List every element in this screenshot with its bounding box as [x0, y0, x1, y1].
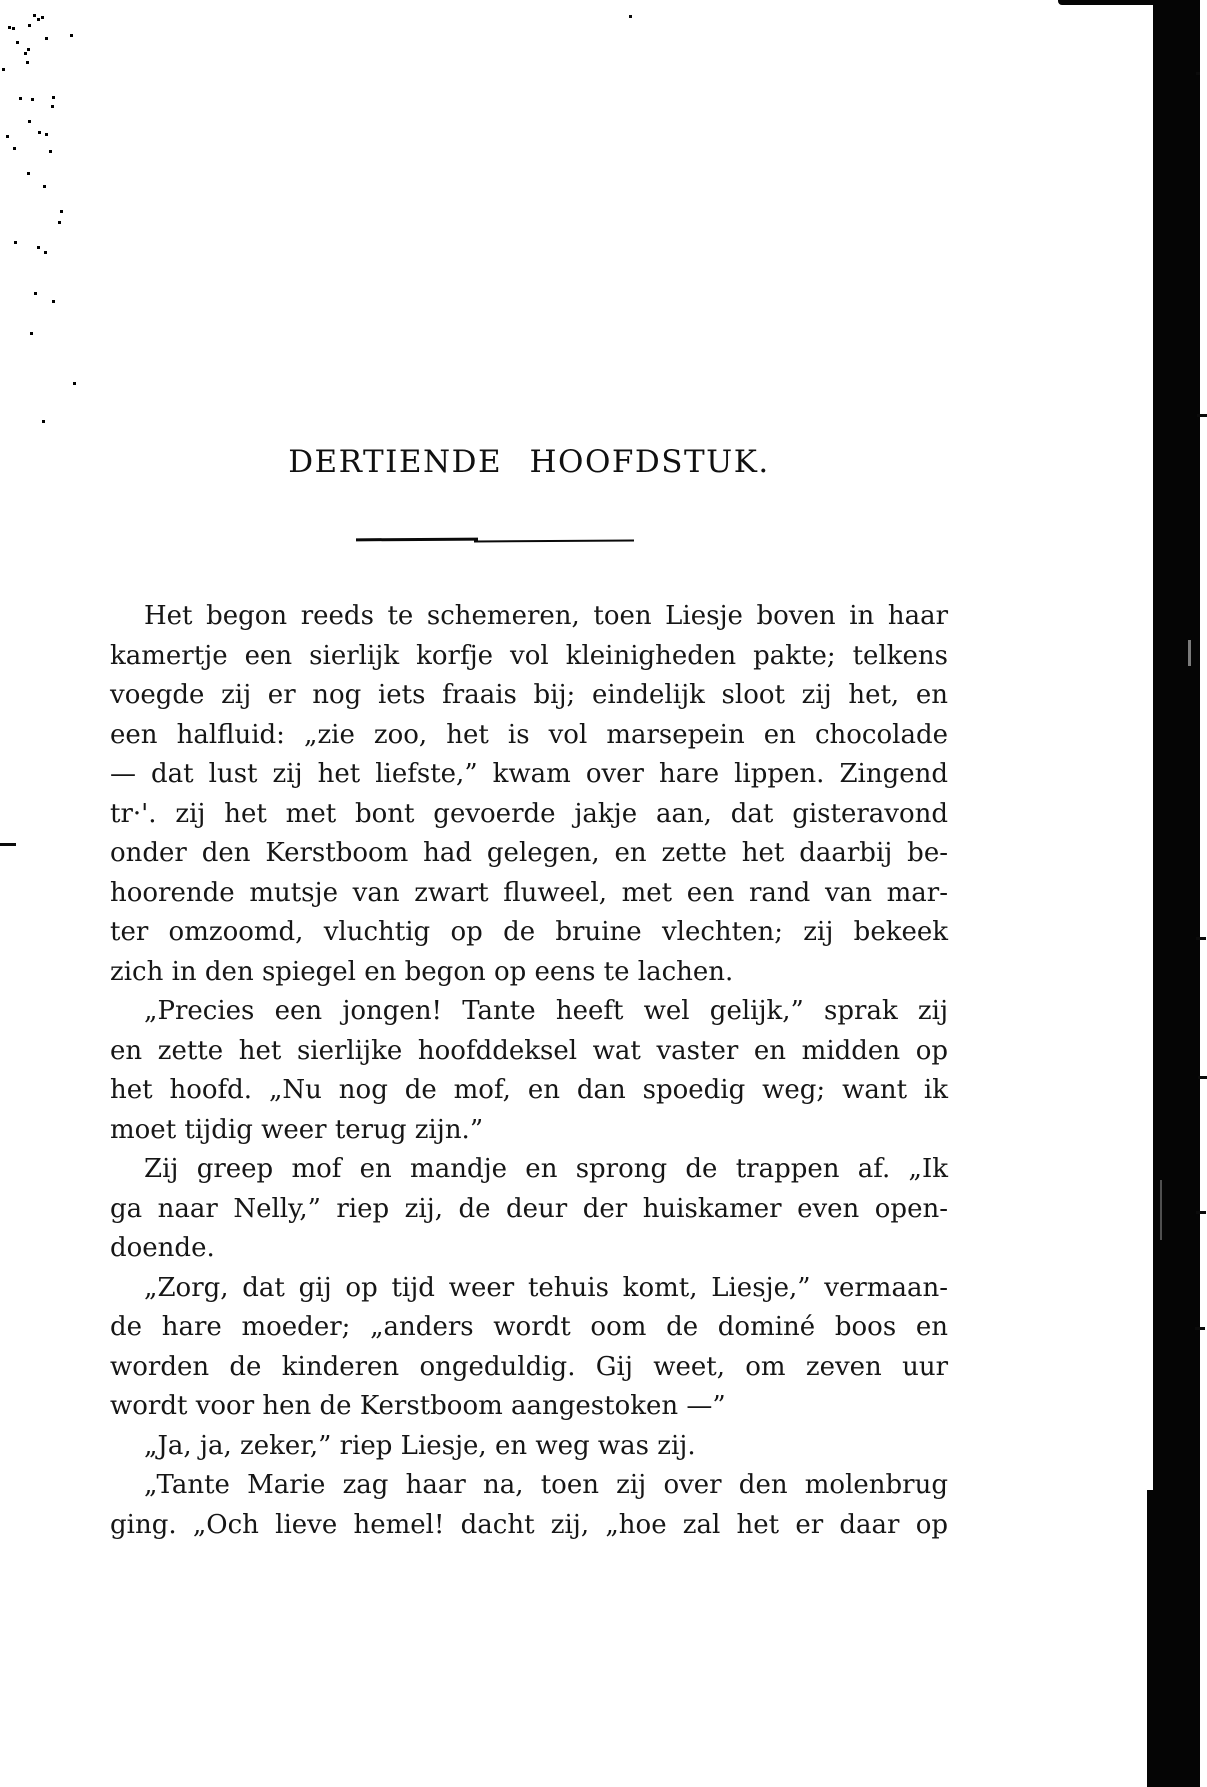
- text-line: „Zorg, dat gij op tijd weer tehuis komt, Liesje,” vermaan-: [144, 1272, 948, 1303]
- text-line: voegde zij er nog iets fraais bij; eindelijk sloot zij het, en: [110, 680, 948, 710]
- right-margin-mark: [1197, 414, 1207, 417]
- scan-edge-top: [1058, 0, 1200, 5]
- text-line: ga naar Nelly,” riep zij, de deur der huiskamer even open-: [110, 1193, 948, 1224]
- text-line: de hare moeder; „anders wordt oom de dominé boos en: [110, 1312, 948, 1342]
- paragraph: [110, 992, 948, 1150]
- scan-dot: [629, 15, 632, 18]
- scan-noise-speckles: [0, 0, 3, 3]
- paragraph: [110, 1466, 948, 1545]
- text-line: tr·'. zij het met bont gevoerde jakje aan, dat gisteravond: [110, 798, 948, 829]
- text-line: worden de kinderen ongeduldig. Gij weet, om zeven uur: [110, 1351, 948, 1382]
- paragraph: [110, 1150, 948, 1269]
- text-line: hoorende mutsje van zwart fluweel, met een rand van mar-: [110, 877, 948, 908]
- right-margin-mark: [1195, 1327, 1205, 1330]
- text-line: „Precies een jongen! Tante heeft wel gelijk,” sprak zij: [144, 996, 948, 1026]
- scan-band-speck: [1160, 1180, 1162, 1240]
- text-line: doende.: [110, 1233, 215, 1263]
- scan-band-speck: [1188, 640, 1191, 666]
- text-line: zich in den spiegel en begon op eens te lachen.: [110, 956, 734, 987]
- text-line: het hoofd. „Nu nog de mof, en dan spoedig weg; want ik: [110, 1075, 948, 1105]
- scan-edge-band: [1153, 0, 1200, 1787]
- divider-thin-segment: [474, 540, 634, 543]
- right-margin-mark: [1198, 1076, 1207, 1079]
- right-margin-mark: [1196, 1211, 1206, 1214]
- text-line: een halfluid: „zie zoo, het is vol marsepein en chocolade: [110, 719, 948, 750]
- text-line: moet tijdig weer terug zijn.”: [110, 1114, 484, 1145]
- section-divider: [356, 538, 634, 543]
- text-line: — dat lust zij het liefste,” kwam over hare lippen. Zingend: [110, 759, 948, 789]
- divider-thick-segment: [356, 538, 478, 542]
- text-line: wordt voor hen de Kerstboom aangestoken —”: [110, 1391, 726, 1421]
- text-line: „Tante Marie zag haar na, toen zij over den molenbrug: [144, 1470, 948, 1500]
- text-line: Het begon reeds te schemeren, toen Liesje boven in haar: [144, 601, 948, 631]
- text-line: ter omzoomd, vluchtig op de bruine vlechten; zij bekeek: [110, 917, 948, 947]
- scan-edge-band-bottom: [1147, 1490, 1155, 1787]
- right-margin-mark: [1196, 72, 1200, 75]
- paragraph: [110, 1427, 948, 1467]
- chapter-heading: DERTIENDE HOOFDSTUK.: [288, 444, 770, 480]
- paragraph: [110, 597, 948, 992]
- text-line: onder den Kerstboom had gelegen, en zette het daarbij be-: [110, 838, 948, 868]
- right-margin-mark: [1196, 937, 1206, 940]
- text-line: Zij greep mof en mandje en sprong de trappen af. „Ik: [144, 1154, 948, 1184]
- text-line: kamertje een sierlijk korfje vol kleinigheden pakte; telkens: [110, 640, 948, 671]
- text-line: en zette het sierlijke hoofddeksel wat vaster en midden op: [110, 1035, 948, 1066]
- left-margin-mark: [0, 843, 16, 846]
- paragraph: [110, 1269, 948, 1427]
- text-line: ging. „Och lieve hemel! dacht zij, „hoe zal het er daar op: [110, 1509, 948, 1540]
- text-line: „Ja, ja, zeker,” riep Liesje, en weg was zij.: [144, 1430, 696, 1461]
- body-text: [110, 597, 948, 1545]
